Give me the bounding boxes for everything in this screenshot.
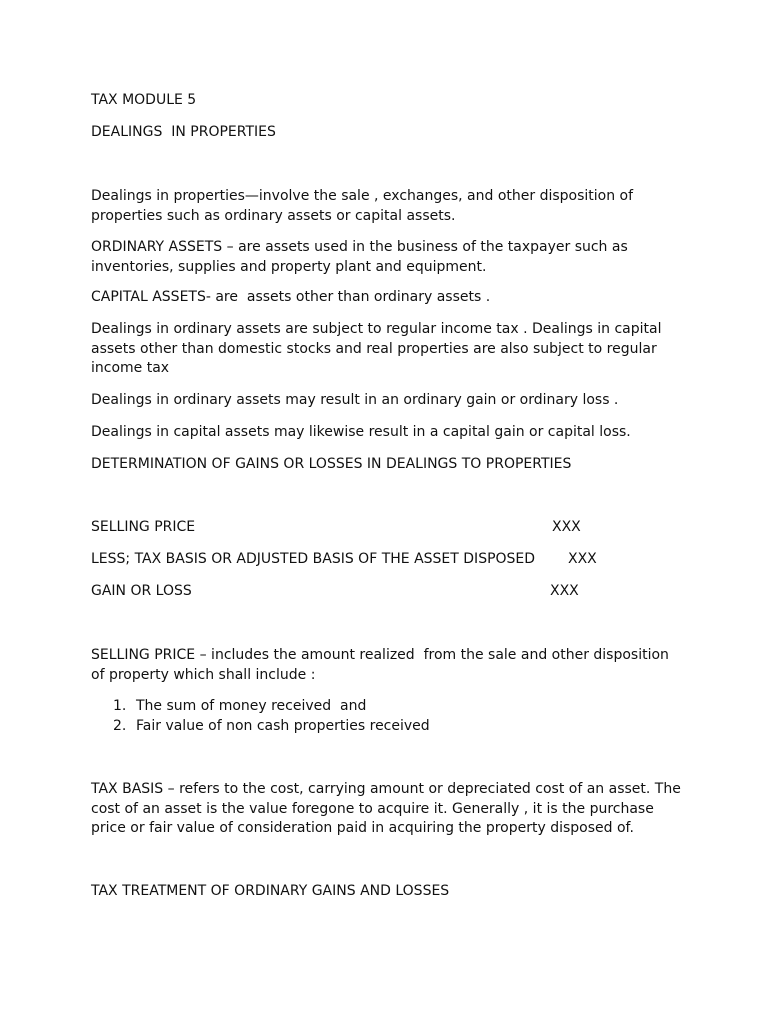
list-number: 1. — [113, 698, 127, 714]
computation-label-gain-loss: GAIN OR LOSS — [91, 583, 192, 599]
computation-amount-gain-loss: XXX — [550, 583, 579, 599]
ordinary-result-paragraph: Dealings in ordinary assets may result in an ordinary gain or ordinary loss . — [91, 392, 619, 408]
ordinary-assets-definition: ORDINARY ASSETS – are assets used in the business of the taxpayer such as inventories, supplies and property plant and equipment. — [91, 239, 628, 275]
selling-price-definition: SELLING PRICE – includes the amount realized from the sale and other disposition of property which shall include : — [91, 647, 674, 683]
list-item — [0, 697, 768, 717]
list-text: Fair value of non cash properties received — [136, 718, 430, 734]
section-title: DEALINGS IN PROPERTIES — [91, 124, 276, 140]
computation-amount-tax-basis: XXX — [568, 551, 597, 567]
subject-to-tax-paragraph: Dealings in ordinary assets are subject to regular income tax . Dealings in capital assets other than domestic stocks and real properties are also subject to regular income tax — [91, 321, 662, 376]
list-number: 2. — [113, 718, 127, 734]
list-text: The sum of money received and — [136, 698, 367, 714]
module-title: TAX MODULE 5 — [91, 92, 197, 108]
computation-label-selling-price: SELLING PRICE — [91, 519, 196, 535]
list-item — [0, 717, 768, 737]
tax-basis-definition: TAX BASIS – refers to the cost, carrying amount or depreciated cost of an asset. The cost of an asset is the value foregone to acquire it. Generally , it is the purchase price or fair value of consideration paid in acquiring the property disposed of. — [91, 781, 681, 836]
intro-paragraph: Dealings in properties—involve the sale , exchanges, and other disposition of properties such as ordinary assets or capital assets. — [91, 188, 634, 224]
computation-label-tax-basis: LESS; TAX BASIS OR ADJUSTED BASIS OF THE ASSET DISPOSED — [91, 551, 536, 567]
computation-amount-selling-price: XXX — [552, 519, 581, 535]
tax-treatment-heading: TAX TREATMENT OF ORDINARY GAINS AND LOSSES — [91, 883, 450, 899]
capital-result-paragraph: Dealings in capital assets may likewise result in a capital gain or capital loss. — [91, 424, 631, 440]
capital-assets-definition: CAPITAL ASSETS- are assets other than ordinary assets . — [91, 289, 491, 305]
determination-heading: DETERMINATION OF GAINS OR LOSSES IN DEALINGS TO PROPERTIES — [91, 456, 572, 472]
